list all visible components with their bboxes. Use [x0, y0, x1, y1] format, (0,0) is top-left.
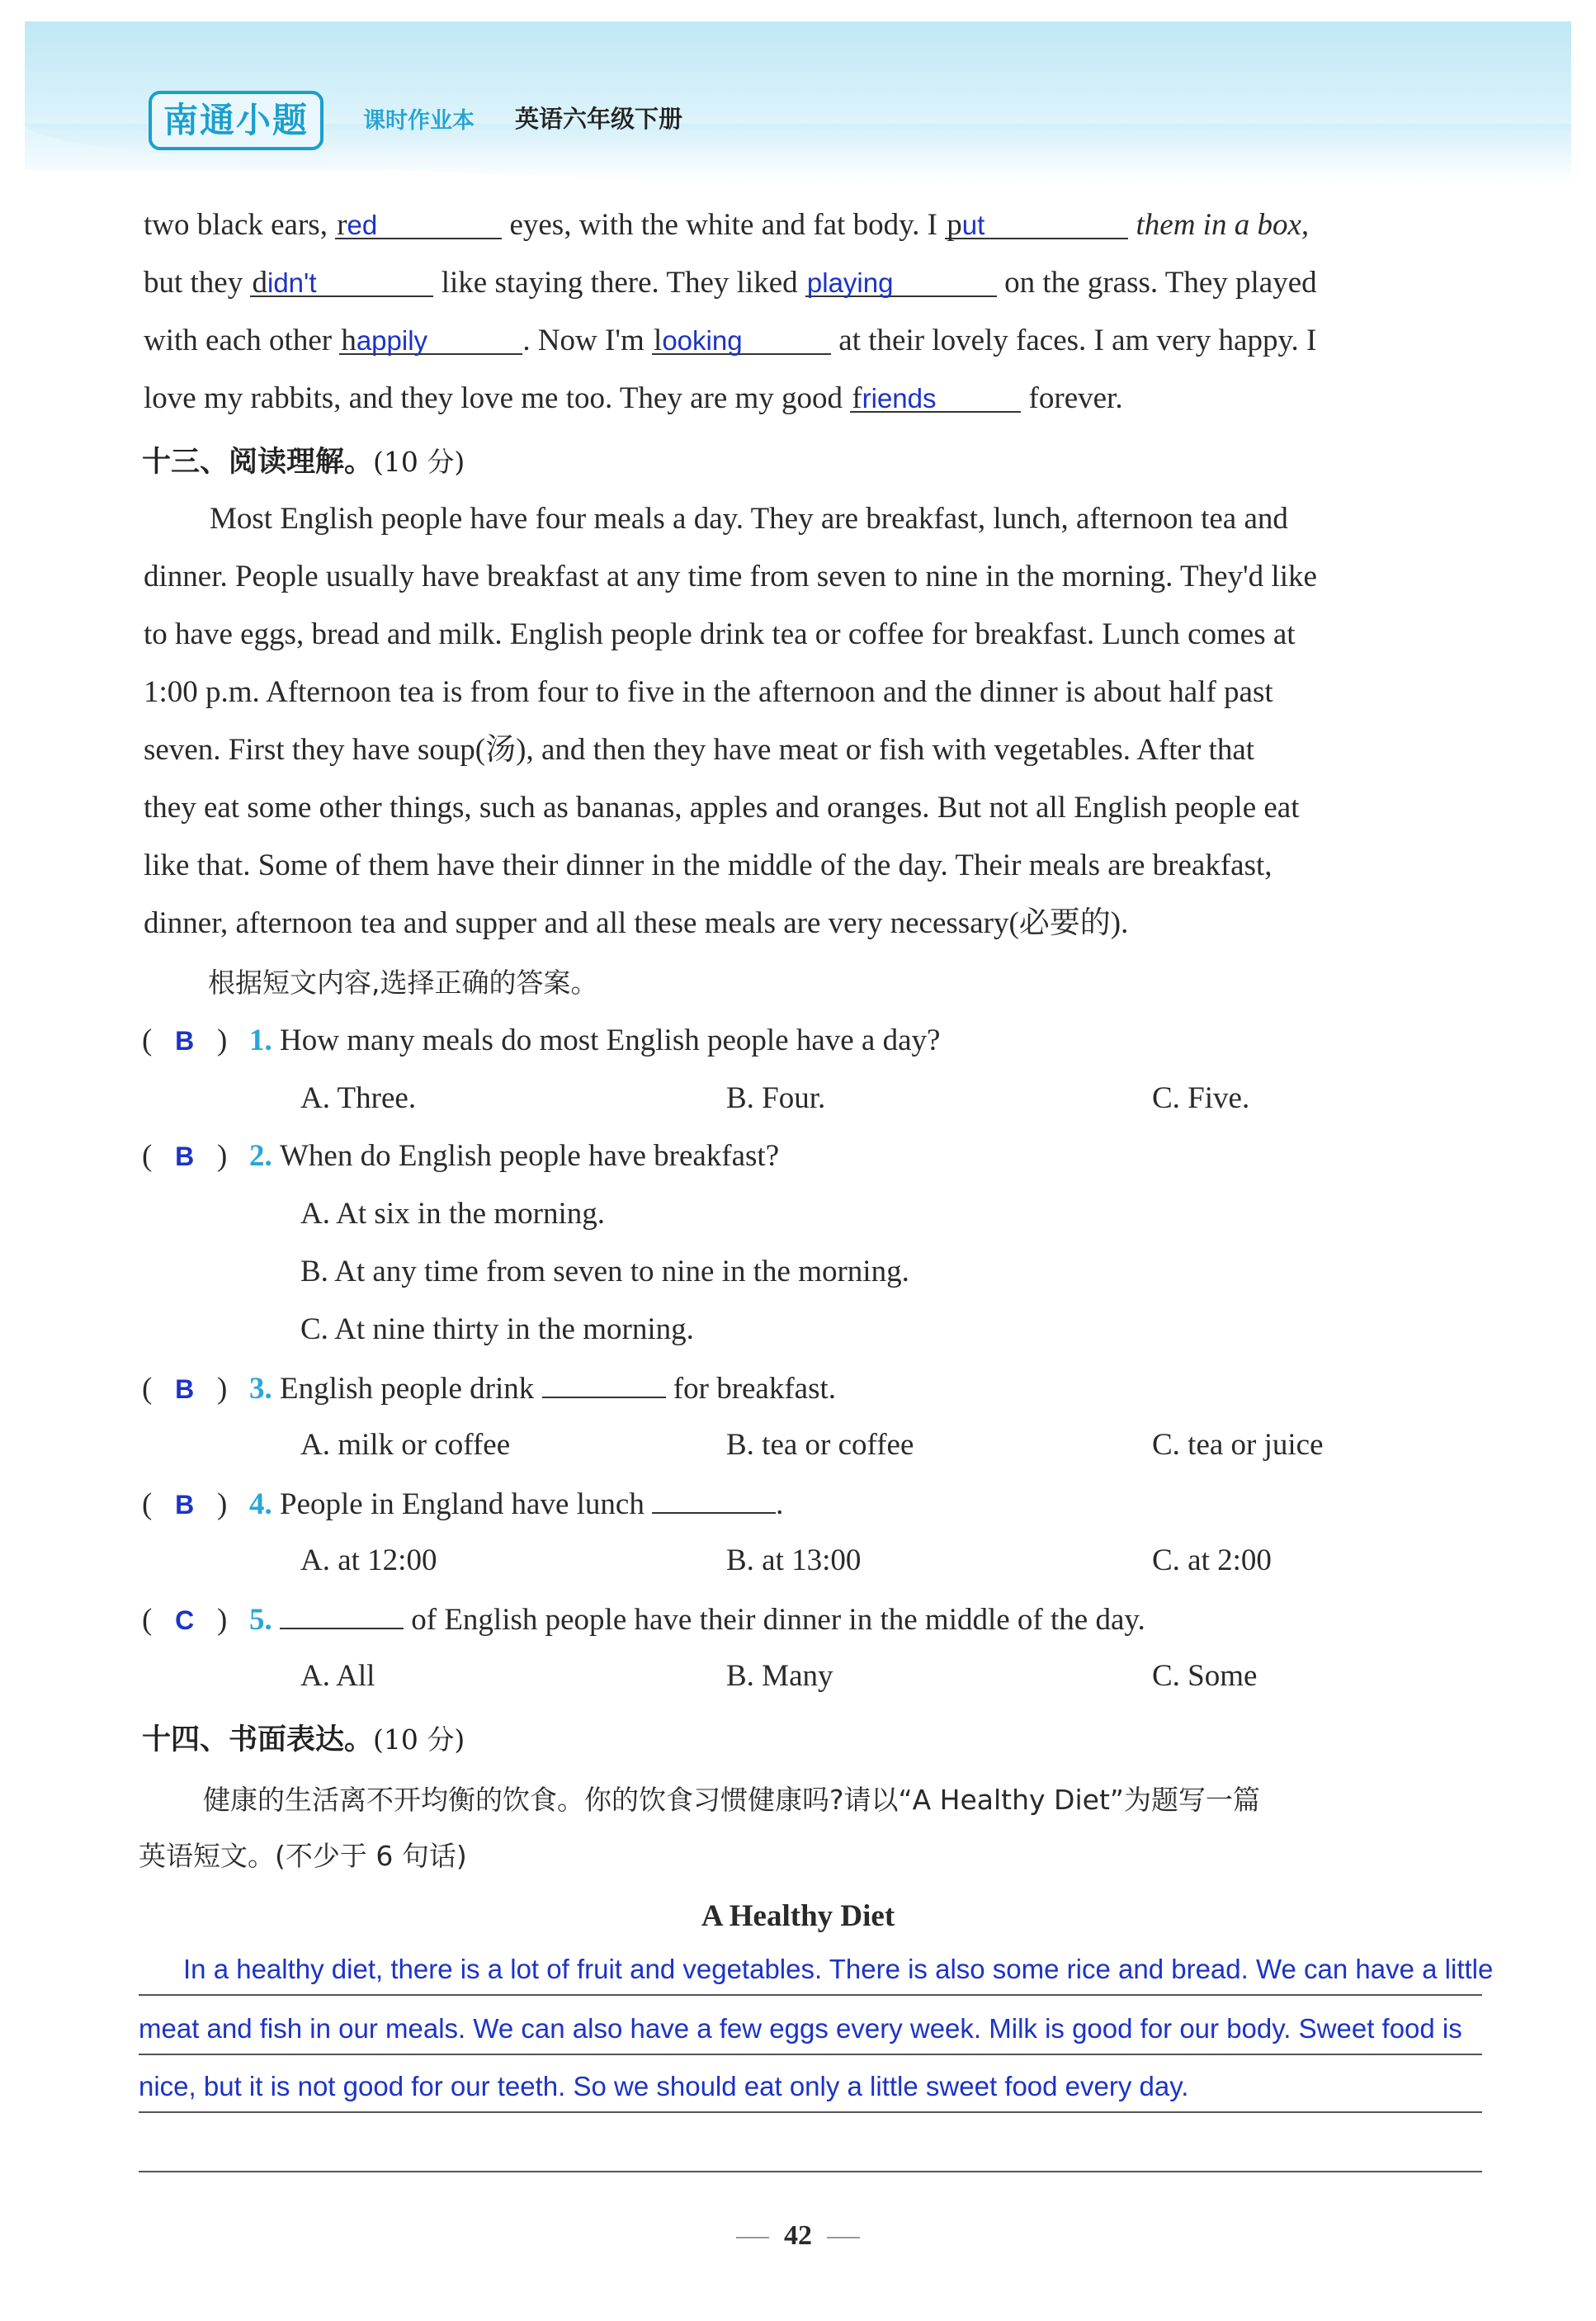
q4-option-c[interactable]: C. at 2:00	[1152, 1543, 1272, 1577]
reading-line-5: seven. First they have soup(汤), and then they have meat or fish with vegetables. After that	[144, 733, 1255, 767]
passage-line-2: but they didn't like staying there. They liked playing on the grass. They played	[144, 262, 1505, 304]
q1-option-a[interactable]: A. Three.	[300, 1081, 417, 1115]
answer-slot-1[interactable]: ( B )	[142, 1023, 228, 1057]
q3-option-b[interactable]: B. tea or coffee	[726, 1428, 914, 1462]
q3-option-a[interactable]: A. milk or coffee	[300, 1428, 511, 1462]
series-subtitle: 课时作业本	[363, 108, 475, 134]
writing-prompt-1: 健康的生活离不开均衡的饮食。你的饮食习惯健康吗?请以“A Healthy Diet”为题写一篇	[203, 1784, 1260, 1816]
essay-line-2[interactable]: meat and fish in our meals. We can also have a few eggs every week. Milk is good for our body. Sweet food is	[139, 2013, 1462, 2044]
blank-2[interactable]: put	[945, 205, 1128, 239]
q4-blank[interactable]	[652, 1482, 776, 1514]
essay-line-1[interactable]: In a healthy diet, there is a lot of fruit and vegetables. There is also some rice and bread. We can have a little	[183, 1954, 1494, 1984]
q2-option-c[interactable]: C. At nine thirty in the morning.	[300, 1312, 694, 1346]
reading-line-3: to have eggs, bread and milk. English people drink tea or coffee for breakfast. Lunch comes at	[144, 617, 1296, 651]
answer-slot-4[interactable]: ( B )	[142, 1487, 228, 1521]
blank-7[interactable]: friends	[850, 378, 1021, 413]
blank-5[interactable]: happily	[339, 320, 522, 355]
reading-line-4: 1:00 p.m. Afternoon tea is from four to five in the afternoon and the dinner is about half past	[144, 675, 1273, 709]
answer-slot-3[interactable]: ( B )	[142, 1372, 228, 1406]
blank-3[interactable]: didn't	[250, 262, 433, 297]
blank-1[interactable]: red	[335, 205, 502, 239]
question-2: ( B ) 2. When do English people have breakfast?	[142, 1136, 779, 1177]
q5-blank[interactable]	[280, 1598, 404, 1629]
q2-option-b[interactable]: B. At any time from seven to nine in the morning.	[300, 1255, 909, 1288]
passage-line-4: love my rabbits, and they love me too. They are my good friends forever.	[144, 378, 1505, 419]
reading-line-7: like that. Some of them have their dinner in the middle of the day. Their meals are breakfast,	[144, 849, 1273, 882]
section-14-title: 十四、书面表达。(10 分)	[142, 1723, 465, 1756]
q3-blank[interactable]	[542, 1367, 666, 1398]
essay-title: A Healthy Diet	[701, 1899, 895, 1933]
q5-option-b[interactable]: B. Many	[726, 1659, 833, 1693]
blank-4[interactable]: playing	[805, 262, 997, 297]
writing-rule-4	[139, 2171, 1482, 2172]
writing-rule-1	[139, 1994, 1482, 1996]
q4-option-b[interactable]: B. at 13:00	[726, 1543, 862, 1577]
section-13-title: 十三、阅读理解。(10 分)	[142, 446, 465, 479]
reading-line-6: they eat some other things, such as bananas, apples and oranges. But not all English people eat	[144, 791, 1300, 825]
reading-line-1: Most English people have four meals a day. They are breakfast, lunch, afternoon tea and	[210, 502, 1288, 536]
q4-option-a[interactable]: A. at 12:00	[300, 1543, 437, 1577]
page-number: 42	[0, 2220, 1596, 2252]
series-logo: 南通小题	[149, 91, 323, 150]
question-3: ( B ) 3. English people drink for breakfast.	[142, 1367, 836, 1410]
reading-line-2: dinner. People usually have breakfast at any time from seven to nine in the morning. They'd like	[144, 560, 1317, 593]
q3-option-c[interactable]: C. tea or juice	[1152, 1428, 1324, 1462]
q5-option-a[interactable]: A. All	[300, 1659, 375, 1693]
writing-prompt-2: 英语短文。(不少于 6 句话)	[139, 1840, 467, 1872]
answer-slot-5[interactable]: ( C )	[142, 1603, 228, 1637]
question-5: ( C ) 5. of English people have their dinner in the middle of the day.	[142, 1598, 1145, 1641]
q2-option-a[interactable]: A. At six in the morning.	[300, 1197, 605, 1231]
q5-option-c[interactable]: C. Some	[1152, 1659, 1258, 1693]
question-1: ( B ) 1. How many meals do most English people have a day?	[142, 1020, 940, 1061]
q1-option-c[interactable]: C. Five.	[1152, 1081, 1250, 1115]
reading-instruction: 根据短文内容,选择正确的答案。	[208, 967, 598, 999]
blank-6[interactable]: looking	[652, 320, 831, 355]
book-title: 英语六年级下册	[515, 105, 683, 133]
question-4: ( B ) 4. People in England have lunch .	[142, 1482, 783, 1525]
reading-line-8: dinner, afternoon tea and supper and all these meals are very necessary(必要的).	[144, 906, 1129, 940]
passage-line-3: with each other happily . Now I'm looking at their lovely faces. I am very happy. I	[144, 320, 1505, 362]
essay-line-3[interactable]: nice, but it is not good for our teeth. So we should eat only a little sweet food every day.	[139, 2071, 1189, 2101]
writing-rule-2	[139, 2054, 1482, 2055]
writing-rule-3	[139, 2111, 1482, 2113]
passage-line-1: two black ears, red eyes, with the white and fat body. I put them in a box,	[144, 205, 1505, 246]
q1-option-b[interactable]: B. Four.	[726, 1081, 826, 1115]
answer-slot-2[interactable]: ( B )	[142, 1139, 228, 1173]
